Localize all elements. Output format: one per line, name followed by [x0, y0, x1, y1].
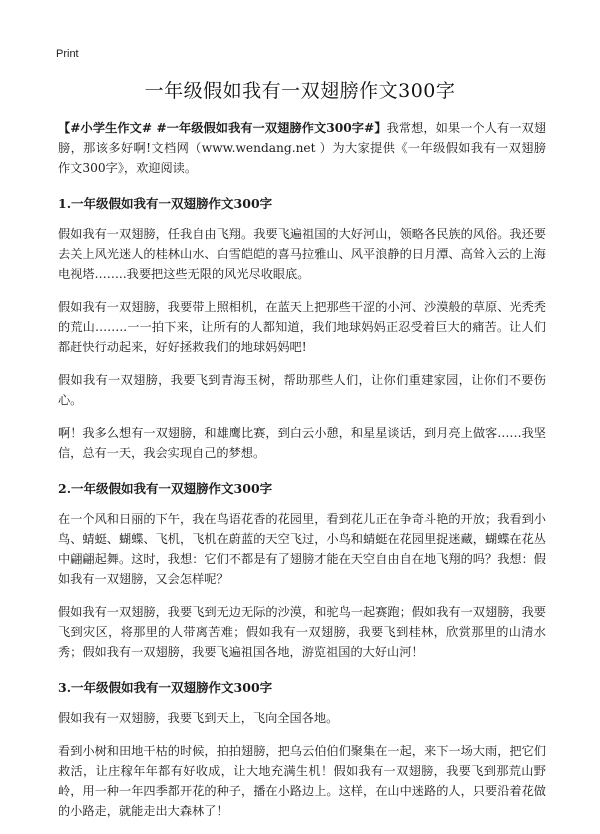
- paragraph: 假如我有一双翅膀，任我自由飞翔。我要飞遍祖国的大好河山，领略各民族的风俗。我还要去关上风光迷人的桂林山水、白雪皑皑的喜马拉雅山、风平浪静的日月潭、高耸入云的上海电视塔……..我要把这些无限的风光尽收眼底。: [58, 227, 546, 281]
- section-heading: 3.一年级假如我有一双翅膀作文300字: [58, 680, 273, 695]
- section-heading: 2.一年级假如我有一双翅膀作文300字: [58, 481, 273, 496]
- paragraph: 假如我有一双翅膀，我要飞到无边无际的沙漠，和驼鸟一起赛跑；假如我有一双翅膀，我要飞到灾区，将那里的人带离苦难；假如我有一双翅膀，我要飞到桂林，欣赏那里的山清水秀；假如我有一双翅膀，我要飞遍祖国各地，游览祖国的大好山河！: [58, 605, 546, 659]
- article-body: [58, 118, 546, 834]
- section-heading: 1.一年级假如我有一双翅膀作文300字: [58, 196, 273, 211]
- paragraph: 假如我有一双翅膀，我要飞到青海玉树，帮助那些人们，让你们重建家园，让你们不要伤心。: [58, 373, 546, 407]
- paragraph: 在一个风和日丽的下午，我在鸟语花香的花园里，看到花儿正在争奇斗艳的开放；我看到小鸟、蜻蜓、蝴蝶、飞机，飞机在蔚蓝的天空飞过，小鸟和蜻蜓在花园里捉迷藏，蝴蝶在花丛中翩翩起舞。这时，我想：它们不都是有了翅膀才能在天空自由自在地飞翔的吗？我想：假如我有一双翅膀，又会怎样呢？: [58, 512, 546, 586]
- paragraph: 啊！我多么想有一双翅膀，和雄鹰比赛，到白云小憩，和星星谈话，到月亮上做客……我坚信，总有一天，我会实现自己的梦想。: [58, 426, 546, 460]
- print-label: Print: [56, 48, 79, 60]
- intro-text: 我常想，如果一个人有一双翅膀，那该多好啊!文档网（www.wendang.net ）为大家提供《一年级假如我有一双翅膀作文300字》，欢迎阅读。: [58, 121, 547, 175]
- intro-tags: 【#小学生作文# #一年级假如我有一双翅膀作文300字#】: [58, 121, 387, 135]
- paragraph: 看到小树和田地干枯的时候，拍拍翅膀，把乌云伯伯们聚集在一起，来下一场大雨，把它们救活，让庄稼年年都有好收成，让大地充满生机！假如我有一双翅膀，我要飞到那荒山野岭，用一种一年四季都开花的种子，播在小路边上。这样，在山中迷路的人，只要沿着花做的小路走，就能走出大森林了！: [58, 744, 546, 818]
- intro-paragraph: [58, 118, 546, 178]
- paragraph: 假如我有一双翅膀，我要飞到天上，飞向全国各地。: [58, 711, 339, 725]
- paragraph: 假如我有一双翅膀，我要带上照相机，在蓝天上把那些干涩的小河、沙漠般的草原、光秃秃的荒山……..一一拍下来，让所有的人都知道，我们地球妈妈正忍受着巨大的痛苦。让人们都赶快行动起来，好好拯救我们的地球妈妈吧!: [58, 300, 546, 354]
- page-title: 一年级假如我有一双翅膀作文300字: [144, 80, 456, 102]
